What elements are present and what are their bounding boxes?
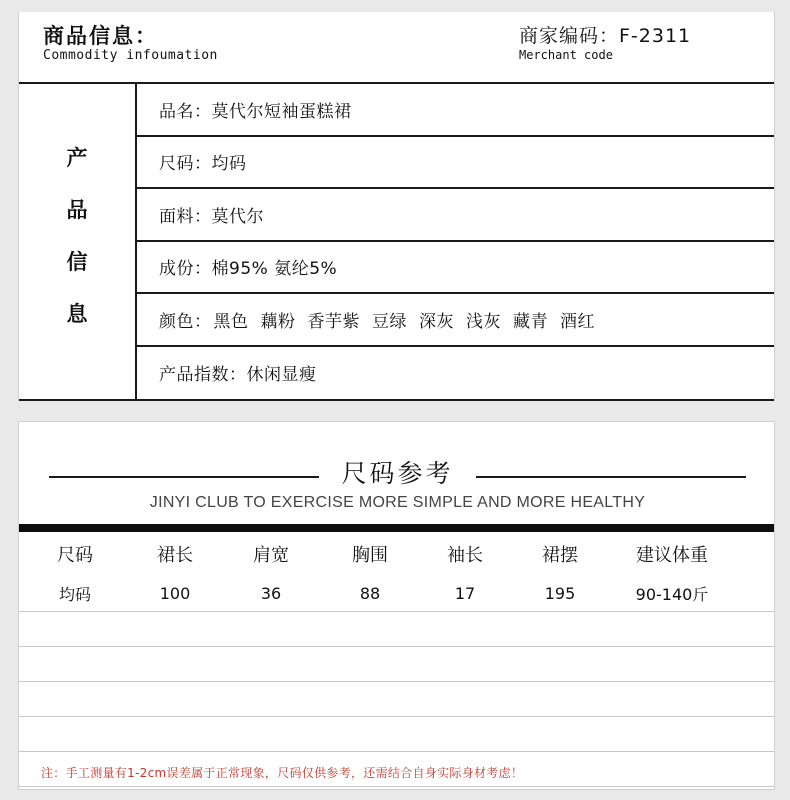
- info-rows: [137, 84, 774, 399]
- color-option: 豆绿: [372, 311, 407, 332]
- empty-table-row: [19, 647, 774, 682]
- table-cell: 100: [159, 584, 191, 603]
- info-row-composition: [137, 242, 774, 295]
- table-header-cell: 尺码: [57, 545, 93, 566]
- empty-table-row: [19, 682, 774, 717]
- table-header-cell: 建议体重: [636, 545, 708, 566]
- info-row-colors: [137, 294, 774, 347]
- color-option: 酒红: [560, 311, 595, 332]
- empty-table-row: [19, 612, 774, 647]
- side-char: 品: [66, 198, 88, 222]
- color-option: 浅灰: [466, 311, 501, 332]
- table-header-cell: 裙长: [157, 545, 193, 566]
- color-option: 藏青: [513, 311, 548, 332]
- info-title: 商品信息：: [43, 24, 158, 48]
- product-info-card: [18, 12, 775, 401]
- table-header-cell: 肩宽: [253, 545, 289, 566]
- info-row-size: [137, 137, 774, 190]
- info-header: [19, 12, 774, 84]
- size-title-block: [49, 450, 746, 486]
- color-option: 藕粉: [260, 311, 296, 332]
- table-cell: 36: [260, 584, 282, 603]
- measurement-note: 注：手工测量有1-2cm误差属于正常现象，尺码仅供参考，还需结合自身实际身材考虑！: [41, 766, 524, 780]
- table-cell: 195: [544, 584, 576, 603]
- info-row-fabric: [137, 189, 774, 242]
- merchant-code: 商家编码：F-2311: [519, 25, 692, 47]
- side-char: 息: [66, 302, 88, 326]
- color-option: 深灰: [419, 311, 454, 332]
- table-header-row: [19, 532, 774, 576]
- color-option: 香芋紫: [307, 311, 360, 332]
- title-rule-right: [476, 476, 746, 478]
- info-row-index: [137, 347, 774, 400]
- product-index: 产品指数：休闲显瘦: [159, 365, 317, 386]
- color-option: 黑色: [213, 311, 249, 332]
- merchant-code-subtitle: Merchant code: [519, 48, 613, 62]
- size-chart-title: 尺码参考: [341, 459, 454, 488]
- side-char: 信: [66, 250, 88, 274]
- table-header-cell: 袖长: [447, 545, 483, 566]
- info-body: [19, 84, 774, 401]
- product-name: 品名：莫代尔短袖蛋糕裙: [159, 101, 352, 122]
- product-size: 尺码：均码: [159, 154, 247, 175]
- table-row: [19, 576, 774, 612]
- table-cell: 88: [359, 584, 381, 603]
- table-header-cell: 裙摆: [542, 545, 578, 566]
- size-chart-card: [18, 421, 775, 790]
- size-table: [19, 532, 774, 787]
- info-subtitle: Commodity infoumation: [43, 48, 218, 63]
- colors-label: 颜色：: [159, 311, 212, 332]
- table-cell: 90-140斤: [635, 585, 709, 604]
- side-label: [19, 84, 137, 399]
- table-cell: 均码: [58, 585, 91, 604]
- product-composition: 成份：棉95% 氨纶5%: [159, 259, 338, 280]
- table-header-cell: 胸围: [352, 545, 388, 566]
- empty-table-row: [19, 717, 774, 752]
- product-fabric: 面料：莫代尔: [159, 206, 264, 227]
- table-cell: 17: [454, 584, 476, 603]
- side-char: 产: [66, 146, 88, 170]
- size-chart-slogan: JINYI CLUB TO EXERCISE MORE SIMPLE AND MORE HEALTHY: [149, 494, 646, 511]
- info-row-name: [137, 84, 774, 137]
- divider-bar: [19, 524, 774, 532]
